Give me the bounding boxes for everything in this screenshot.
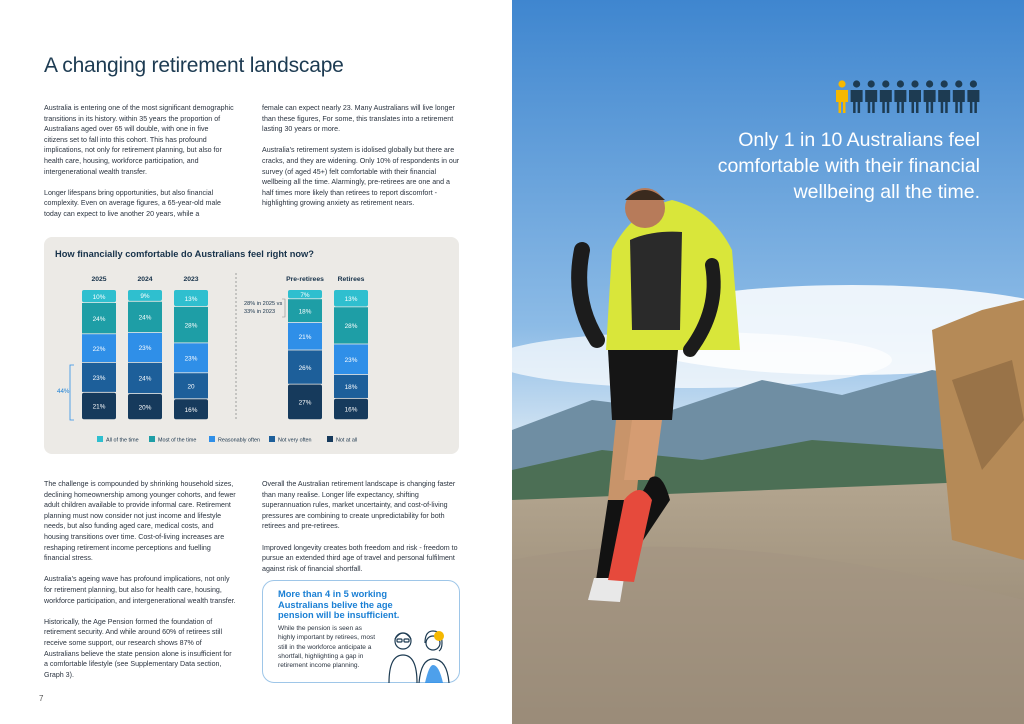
paragraph: Overall the Australian retirement landscape is changing faster than many realise. Longer life expectancy, shifting superannuation rules, market uncertainty, and cost-of-living pressures are combining to create unpredictability for both retirees and pre-retirees. [262,480,456,531]
right-page-photo [512,0,1024,724]
paragraph: Historically, the Age Pension formed the foundation of retirement security. And while around 60% of retirees still receive some support, our research shows 87% of Australians believe the state pension alone is insufficient for a comfortable lifestyle (see Supplementary Data section, Graph 3). [44,617,232,679]
category-label: Pre-retirees [286,276,324,283]
value-label: 18% [298,308,312,316]
person-icon [953,80,965,113]
legend-label: Not very often [278,437,312,444]
hero-quote: Only 1 in 10 Australians feel comfortable with their financial wellbeing all the time. [717,129,980,203]
value-label: 22% [92,345,106,353]
value-label: 21% [298,333,312,341]
paragraph: The challenge is compounded by shrinking household sizes, declining homeownership among younger cohorts, and fewer adult children available to provide informal care. Retirement planning must now consider not just income and lifestyle needs, but also funding aged care, medical costs, and housing transitions over time. Cost-of-living increases are reshaping retirement income perceptions and fuelling financial stress. [44,480,236,563]
category-label: Retirees [337,276,365,283]
person-icon [967,80,979,113]
paragraph: Longer lifespans bring opportunities, but also financial complexity. Even on average figures, a 65-year-old male today can expect to live another 20 years, while a [44,188,221,218]
one-in-ten-people-icons [835,80,985,114]
pension-callout [262,580,460,683]
couple-illustration [381,627,457,683]
legend-swatch [149,436,155,442]
value-label: 23% [92,375,106,383]
body-column-2 [262,103,462,220]
person-icon [894,80,906,113]
value-label: 27% [298,399,312,407]
chart-title: How financially comfortable do Australians feel right now? [55,249,314,259]
callout-headline: More than 4 in 5 working Australians belive the age pension will be insufficient. [278,589,400,621]
bracket-label: 44% [57,388,70,395]
comfort-chart-card [44,237,459,454]
value-label: 23% [184,355,198,363]
legend-swatch [327,436,333,442]
legend-swatch [97,436,103,442]
paragraph: female can expect nearly 23. Many Australians will live longer than these figures, For some, this translates into a retirement lasting 30 years or more. [262,104,455,134]
person-icon [851,80,863,113]
value-label: 20% [138,404,152,412]
body-column-3 [44,479,236,691]
note-bracket [282,299,285,317]
comfort-chart [44,237,459,454]
value-label: 28% [344,323,358,331]
callout-body: While the pension is seen as highly important by retirees, most still in the workforce anticipate a shortfall, highlighting a gap in retirement income planning. [278,625,376,670]
value-label: 16% [344,406,358,414]
value-label: 13% [344,295,358,303]
value-label: 24% [92,315,106,323]
value-label: 16% [184,406,198,414]
value-label: 20 [187,383,195,391]
chart-note: 33% in 2023 [244,309,276,315]
legend-swatch [269,436,275,442]
legend-label: All of the time [106,437,139,444]
page-title: A changing retirement landscape [44,54,344,77]
person-icon [938,80,950,113]
value-label: 28% [184,322,198,330]
person-icon [909,80,921,113]
highlighted-person-icon [836,80,848,113]
bracket [70,365,74,420]
paragraph: Australia's retirement system is idolised globally but there are cracks, and they are widening. Only 10% of respondents in our survey (of aged 45+) felt comfortable with their financial wellbeing all the time. Alarmingly, pre-retirees are one and a half times more likely than retirees to report discomfort - highlighting growing anxiety as retirement nears. [262,146,460,208]
person-icon [865,80,877,113]
person-icon [880,80,892,113]
paragraph: Australia's ageing wave has profound implications, not only for retirement planning, but also for health care, housing, workforce participation, and intergenerational wealth transfer. [44,575,236,605]
person-icon [924,80,936,113]
value-label: 10% [92,293,106,301]
value-label: 26% [298,364,312,372]
legend-label: Most of the time [158,437,197,444]
category-label: 2025 [91,276,107,283]
category-label: 2023 [183,276,199,283]
value-label: 13% [184,295,198,303]
value-label: 18% [344,384,358,392]
value-label: 23% [344,356,358,364]
body-column-4 [262,479,462,585]
value-label: 24% [138,375,152,383]
category-label: 2024 [137,276,153,283]
value-label: 9% [140,293,150,301]
page-number: 7 [39,694,44,703]
body-column-1 [44,103,234,230]
paragraph: Improved longevity creates both freedom and risk - freedom to pursue an extended third age of travel and personal fulfilment against risk of financial shortfall. [262,543,458,573]
paragraph: Australia is entering one of the most significant demographic transitions in its history. within 35 years the proportion of Australians aged over 65 will double, with one in five citizens set to fall into this cohort. This has profound implications, not only for retirement planning, but also for health care, housing, workforce participation, and intergenerational wealth transfer. [44,104,234,176]
chart-note: 28% in 2025 vs [244,301,283,307]
value-label: 23% [138,345,152,353]
legend-label: Reasonably often [218,437,260,444]
value-label: 21% [92,403,106,411]
legend-label: Not at all [336,437,358,444]
value-label: 7% [300,291,310,299]
legend-swatch [209,436,215,442]
value-label: 24% [138,314,152,322]
